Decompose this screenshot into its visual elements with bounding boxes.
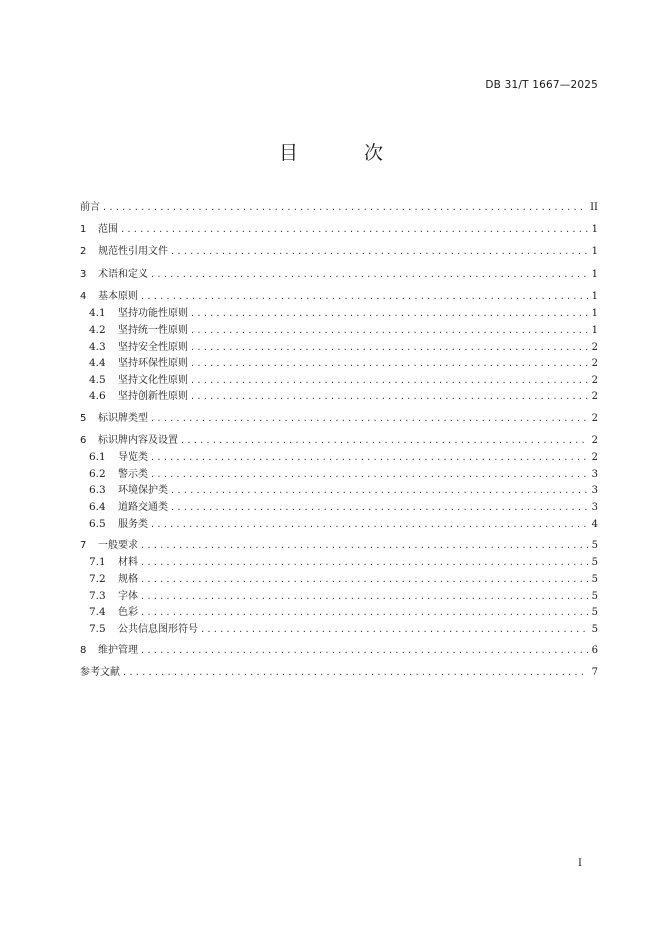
toc-entry-title: 维护管理: [98, 645, 138, 656]
document-code: DB 31/T 1667—2025: [485, 79, 598, 91]
toc-dot-leader: [181, 433, 588, 450]
toc-entry-number: 4.3: [89, 340, 106, 353]
toc-entry-number: 4.2: [89, 323, 106, 336]
toc-dot-leader: [151, 411, 588, 428]
toc-entry-number: 6.4: [89, 501, 106, 514]
toc-entry-number: 6.5: [89, 517, 106, 530]
toc-entry-page: 5: [591, 623, 598, 635]
toc-title: 目 次: [278, 142, 414, 164]
toc-entry-page: 5: [591, 557, 598, 569]
toc-entry-number: 6.2: [89, 467, 106, 480]
toc-entry-number: 1: [80, 224, 87, 236]
toc-entry-title: 一般要求: [98, 539, 138, 551]
toc-entry-page: 2: [591, 358, 598, 370]
toc-dot-leader: [141, 589, 588, 606]
toc-entry-title: 标识牌类型: [98, 412, 148, 424]
toc-entry-number: 7: [80, 539, 87, 551]
toc-entry-number: 2: [80, 246, 87, 258]
toc-entry-title: 坚持功能性原则: [118, 308, 188, 320]
toc-dot-leader: [191, 340, 588, 357]
toc-entry[interactable]: [80, 499, 598, 516]
toc-entry-page: 2: [591, 391, 598, 403]
toc-dot-leader: [191, 389, 588, 406]
toc-entry-page: 3: [591, 502, 598, 514]
toc-entry-title: 坚持安全性原则: [118, 341, 188, 353]
toc-entry-number: 5: [80, 412, 87, 424]
toc-entry-number: 4.4: [89, 357, 106, 370]
toc-entry-page: 1: [591, 290, 598, 302]
toc-dot-leader: [141, 572, 588, 589]
toc-dot-leader: [171, 483, 588, 500]
toc-entry-number: 4.1: [89, 307, 106, 320]
toc-entry-number: 7.4: [89, 606, 106, 619]
toc-entry[interactable]: [80, 200, 598, 217]
toc-entry[interactable]: [80, 588, 598, 605]
toc-entry-number: 6.3: [89, 484, 106, 497]
table-of-contents: [80, 200, 598, 682]
toc-entry-number: 7.1: [89, 556, 106, 569]
toc-entry-page: 2: [591, 341, 598, 353]
toc-entry-title: 规格: [118, 574, 138, 586]
toc-entry-page: 6: [591, 645, 598, 656]
toc-entry-number: 7.2: [89, 573, 106, 586]
toc-entry-page: 5: [591, 574, 598, 586]
toc-entry-page: 7: [591, 667, 598, 679]
toc-entry[interactable]: [80, 222, 598, 239]
toc-entry-number: 4.5: [89, 373, 106, 386]
toc-dot-leader: [141, 538, 588, 555]
toc-entry-title: 道路交通类: [118, 502, 168, 514]
toc-dot-leader: [191, 323, 588, 340]
toc-entry-page: 3: [591, 485, 598, 497]
toc-dot-leader: [123, 665, 588, 682]
toc-dot-leader: [151, 450, 588, 467]
toc-entry-title: 色彩: [118, 607, 138, 619]
toc-dot-leader: [141, 643, 588, 660]
toc-entry-page: 5: [591, 590, 598, 602]
toc-dot-leader: [141, 289, 588, 306]
toc-entry-page: II: [590, 202, 598, 213]
toc-entry-number: 4: [80, 290, 87, 302]
toc-entry-title: 警示类: [118, 468, 148, 480]
toc-entry-number: 4.6: [89, 390, 106, 403]
toc-entry[interactable]: [80, 433, 598, 450]
toc-entry-page: 2: [591, 374, 598, 386]
toc-entry-title: 术语和定义: [98, 268, 148, 280]
toc-entry-title: 标识牌内容及设置: [98, 434, 178, 446]
toc-entry-page: 5: [591, 539, 598, 551]
toc-entry[interactable]: [80, 322, 598, 339]
toc-entry[interactable]: [80, 554, 598, 571]
toc-entry-page: 1: [591, 308, 598, 320]
toc-entry-page: 2: [591, 412, 598, 424]
toc-entry[interactable]: [80, 305, 598, 322]
toc-entry-page: 1: [591, 224, 598, 236]
toc-entry[interactable]: [80, 372, 598, 389]
toc-entry-page: 2: [591, 452, 598, 464]
toc-dot-leader: [103, 200, 586, 217]
toc-entry[interactable]: [80, 516, 598, 533]
toc-entry[interactable]: [80, 388, 598, 405]
toc-dot-leader: [151, 517, 588, 534]
toc-entry-title: 坚持统一性原则: [118, 324, 188, 336]
toc-entry[interactable]: [80, 267, 598, 284]
toc-entry-title: 规范性引用文件: [98, 246, 168, 258]
toc-entry-page: 1: [591, 246, 598, 258]
toc-entry-title: 服务类: [118, 518, 148, 530]
toc-dot-leader: [141, 555, 588, 572]
toc-entry[interactable]: [80, 621, 598, 638]
toc-entry-title: 坚持文化性原则: [118, 374, 188, 386]
toc-entry-title: 公共信息图形符号: [118, 623, 198, 635]
toc-entry-title: 参考文献: [80, 667, 120, 679]
toc-entry-title: 前言: [80, 202, 100, 213]
toc-entry[interactable]: [80, 244, 598, 261]
toc-entry-page: 3: [591, 468, 598, 480]
toc-entry-title: 坚持环保性原则: [118, 358, 188, 370]
toc-dot-leader: [191, 356, 588, 373]
toc-entry-title: 环境保护类: [118, 485, 168, 497]
toc-entry[interactable]: [80, 289, 598, 306]
toc-dot-leader: [151, 467, 588, 484]
toc-entry-number: 7.5: [89, 622, 106, 635]
toc-entry[interactable]: [80, 482, 598, 499]
toc-entry-number: 7.3: [89, 589, 106, 602]
toc-entry-title: 范围: [98, 224, 118, 236]
toc-entry[interactable]: [80, 339, 598, 356]
toc-entry[interactable]: [80, 571, 598, 588]
toc-entry-number: 3: [80, 268, 87, 280]
toc-entry-title: 坚持创新性原则: [118, 391, 188, 403]
toc-entry[interactable]: [80, 355, 598, 372]
toc-entry[interactable]: [80, 411, 598, 428]
toc-entry[interactable]: [80, 665, 598, 682]
toc-entry[interactable]: [80, 643, 598, 660]
toc-entry-page: 5: [591, 607, 598, 619]
toc-entry-title: 导览类: [118, 452, 148, 464]
toc-entry-title: 材料: [118, 557, 138, 569]
toc-entry[interactable]: [80, 538, 598, 555]
toc-entry-number: 6: [80, 434, 87, 446]
toc-entry[interactable]: [80, 449, 598, 466]
toc-entry-title: 字体: [118, 590, 138, 602]
toc-dot-leader: [171, 500, 588, 517]
toc-entry-title: 基本原则: [98, 290, 138, 302]
toc-dot-leader: [191, 373, 588, 390]
toc-dot-leader: [171, 244, 588, 261]
toc-entry-page: 1: [591, 324, 598, 336]
page-number: I: [578, 858, 582, 869]
toc-dot-leader: [151, 267, 588, 284]
toc-entry-page: 1: [591, 268, 598, 280]
toc-entry[interactable]: [80, 604, 598, 621]
toc-dot-leader: [201, 622, 588, 639]
toc-entry-number: 6.1: [89, 451, 106, 464]
toc-dot-leader: [191, 306, 588, 323]
toc-entry-page: 4: [591, 518, 598, 530]
toc-entry-page: 2: [591, 434, 598, 446]
toc-entry[interactable]: [80, 466, 598, 483]
toc-dot-leader: [121, 222, 588, 239]
toc-entry-number: 8: [80, 645, 87, 656]
toc-dot-leader: [141, 605, 588, 622]
